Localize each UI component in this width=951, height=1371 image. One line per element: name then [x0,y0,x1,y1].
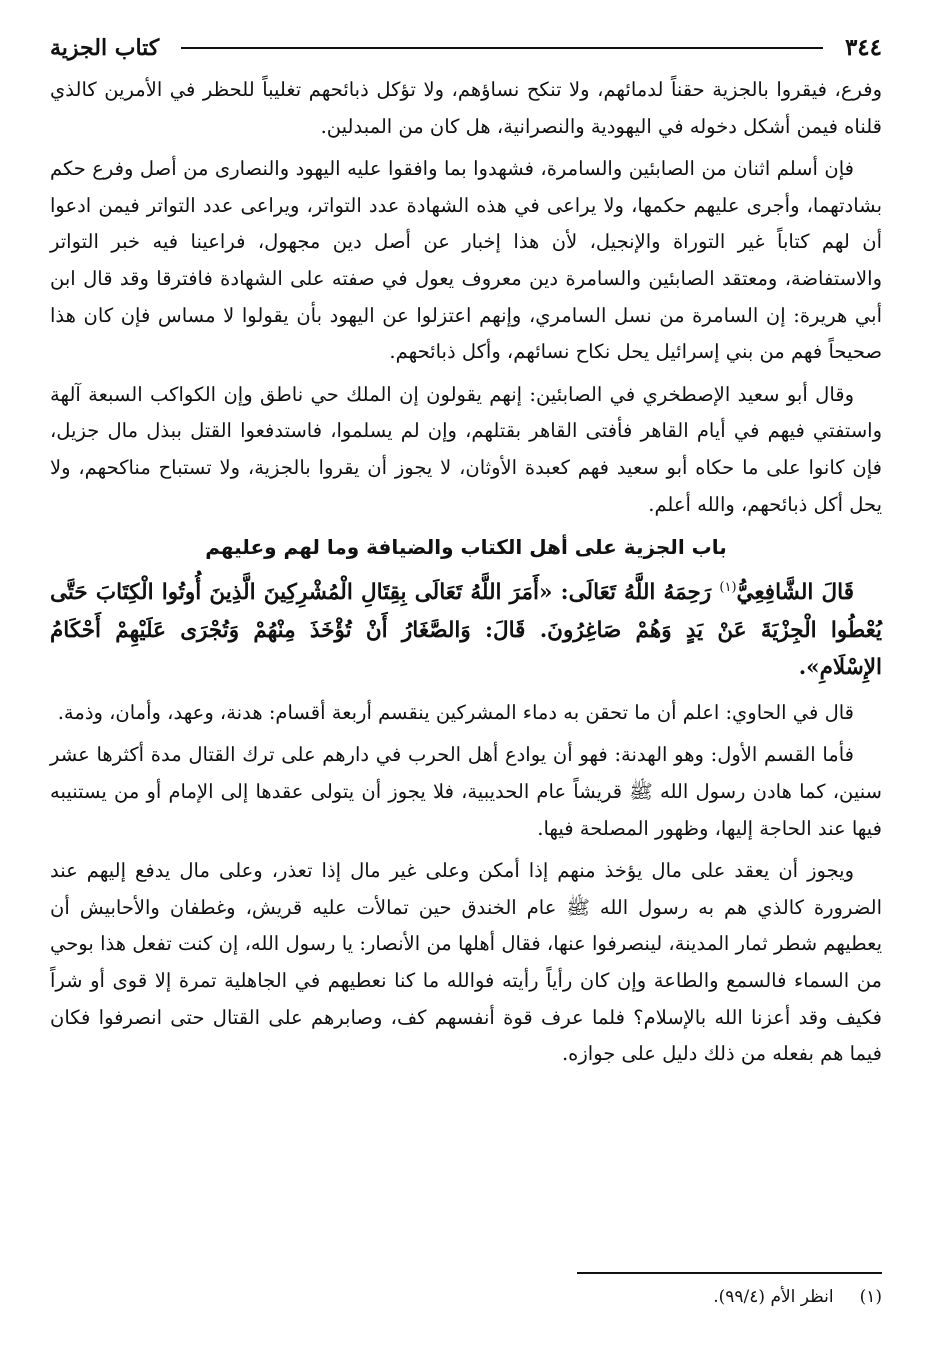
paragraph: ويجوز أن يعقد على مال يؤخذ منهم إذا أمكن وعلى غير مال إذا تعذر، وعلى مال يدفع إليهم عند الضرورة كالذي هم به رسول الله ﷺ عام الخندق حين تمالأت عليه قريش، وغطفان والأحابيش أن يعطيهم شطر ثمار المدينة، لينصرفوا عنها، فقال أهلها من الأنصار: يا رسول الله، إن كنت تفعل هذا بوحي من السماء فالسمع والطاعة وإن كان رأياً رأيته فوالله ما كنا نعطيهم في الجاهلية تمرة إلا قوى أو شراً فكيف وقد أعزنا الله بالإسلام؟ فلما عرف قوة أنفسهم كف، وصابرهم على القتال حتى انصرفوا فكان فيما هم بفعله من ذلك دليل على جوازه. [50,859,882,1066]
book-page [50,28,882,1348]
footnote-number: (١) [859,1287,882,1307]
matn-body: رَحِمَهُ اللَّهُ تَعَالَى: «أَمَرَ اللَّهُ تَعَالَى بِقِتَالِ الْمُشْرِكِينَ الَّذِينَ أُوتُوا الْكِتَابَ حَتَّى يُعْطُوا الْجِزْيَةَ عَنْ يَدٍ وَهُمْ صَاغِرُونَ. قَالَ: وَالصَّغَارُ أَنْ تُؤْخَذَ مِنْهُمْ وَتُجْرَى عَلَيْهِمْ أَحْكَامُ الإِسْلَامِ». [50,580,882,681]
matn-opening: قَالَ الشَّافِعِيُّ [736,580,854,606]
page-number: ٣٤٤ [844,34,882,61]
paragraph: فأما القسم الأول: وهو الهدنة: فهو أن يوادع أهل الحرب في دارهم على ترك القتال مدة أكثرها عشر سنين، كما هادن رسول الله ﷺ قريشاً عام الحديبية، فلا يجوز أن يتولى عقدها إلى الإمام أو من يستنيبه فيها عند الحاجة إليها، وظهور المصلحة فيها. [50,743,882,840]
page-header [50,28,882,68]
running-title: كتاب الجزية [50,35,160,61]
header-rule [181,47,823,49]
paragraph: وقال أبو سعيد الإصطخري في الصابئين: إنهم يقولون إن الملك حي ناطق وإن الكواكب السبعة آلهة واستفتي فيهم في أيام القاهر فأفتى القاهر بقتلهم، وإن لم يسلموا، فاستدفعوا القتل ببذل مال جزيل، فإن كانوا على ما حكاه أبو سعيد فهم كعبدة الأوثان، لا يجوز أن يقروا بالجزية، ولا تستباح مناكحهم، ولا يحل أكل ذبائحهم، والله أعلم. [50,382,882,516]
body-text [50,72,882,1073]
footnote [713,1283,882,1311]
paragraph: قال في الحاوي: اعلم أن ما تحقن به دماء المشركين ينقسم أربعة أقسام: هدنة، وعهد، وأمان، وذمة. [57,700,854,724]
footnote-text: انظر الأم (٩٩/٤). [713,1287,834,1307]
paragraph: وفرع، فيقروا بالجزية حقناً لدمائهم، ولا تنكح نساؤهم، ولا تؤكل ذبائحهم تغليباً للحظر في الأمرين كالذي قلناه فيمن أشكل دخوله في اليهودية والنصرانية، هل كان من المبدلين. [50,78,882,138]
shafii-text [50,569,882,687]
footnote-rule [577,1272,882,1274]
section-title: باب الجزية على أهل الكتاب والضيافة وما لهم وعليهم [205,535,727,560]
footnote-reference: (١) [719,580,737,596]
paragraph: فإن أسلم اثنان من الصابئين والسامرة، فشهدوا بما وافقوا عليه اليهود والنصارى من أصل وفرع حكم بشادتهما، وأجرى عليهم حكمها، ولا يراعى في هذه الشهادة عدد التواتر، ويراعى عدد التواتر فيمن ادعوا أن لهم كتاباً غير التوراة والإنجيل، لأن هذا إخبار عن أصل دين مجهول، فراعينا فيه خبر التواتر والاستفاضة، ومعتقد الصابئين والسامرة دين معروف يعول في صفته على الشهادة فافترقا وقد قال ابن أبي هريرة: إن السامرة من نسل السامري، وإنهم اعتزلوا عن اليهود بأن يقولوا لا مساس فإن كان هذا صحيحاً فهم من بني إسرائيل يحل نكاح نسائهم، وأكل ذبائحهم. [50,157,882,364]
